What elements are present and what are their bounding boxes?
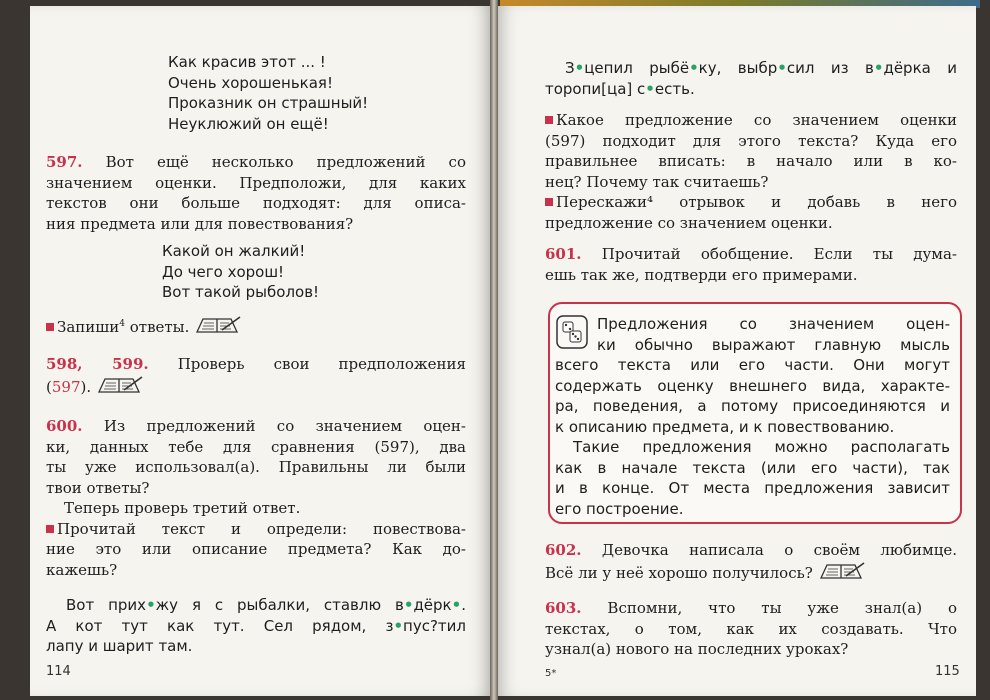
rule-line: к описанию предмета, и к повествованию. <box>555 417 895 436</box>
task-number: 598, 599. <box>46 355 149 373</box>
rule-line: как в начале текста (или его части), так <box>555 458 950 477</box>
task-text: Вспомни, что ты уже знал(а) о <box>607 599 957 617</box>
rule-line: ра, поведения, а потому присоединяются и <box>555 397 950 415</box>
page-number-right: 115 <box>935 664 960 679</box>
story-line: А кот тут как тут. Сел рядом, з•пус?тил <box>46 616 466 635</box>
instruction-text: ответы. <box>124 318 190 336</box>
task-597 <box>46 152 466 234</box>
task-text: ние это или описание предмета? Как до- <box>46 540 466 558</box>
task-598-599 <box>46 354 466 400</box>
task-text: ты уже использовал(а). Правильны ли были <box>46 458 466 476</box>
poem-line: Неуклюжий он ещё! <box>168 114 329 133</box>
task-text: значением оценки. Предположи, для каких <box>46 173 466 192</box>
task-text: нец? Почему так считаешь? <box>545 172 769 191</box>
check-third-answer: Теперь проверь третий ответ. <box>64 499 301 517</box>
task-601 <box>545 244 957 285</box>
task-text: кажешь? <box>46 560 118 579</box>
notebook-pencil-icon <box>194 315 242 341</box>
poem-line: Проказник он страшный! <box>168 94 369 112</box>
story-continuation <box>545 58 957 99</box>
story-excerpt <box>46 595 466 657</box>
notebook-pencil-icon <box>818 561 866 587</box>
task-text: твои ответы? <box>46 478 150 497</box>
rule-line: всего текста или его части. Они могут <box>555 356 950 374</box>
story-line: лапу и шарит там. <box>46 637 193 655</box>
task-number: 600. <box>46 417 83 435</box>
task-602 <box>545 540 957 586</box>
story-line: Вот прих•жу я с рыбалки, ставлю в•дёрк•. <box>66 596 466 614</box>
task-text: Из предложений со значением оцен- <box>103 417 466 435</box>
bullet-marker <box>545 116 553 124</box>
task-text: Прочитай текст и определи: повествова- <box>57 519 466 538</box>
task-text: ки, данных тебе для сравнения (597), два <box>46 437 466 456</box>
poem-line: Как красив этот ... ! <box>168 53 326 71</box>
task-text: Перескажи⁴ отрывок и добавь в него <box>556 193 957 211</box>
footnote-mark: 4 <box>119 319 125 329</box>
poem-line: Очень хорошенькая! <box>168 73 333 92</box>
task-text: предложение со значением оценки. <box>545 213 833 232</box>
page-number-left: 114 <box>46 664 71 679</box>
phrases <box>162 241 319 303</box>
phrase-line: Какой он жалкий! <box>162 242 306 260</box>
bullet-marker <box>46 323 54 331</box>
task-text: Вот ещё несколько предложений со <box>105 153 466 171</box>
poem <box>168 52 368 134</box>
task-number: 602. <box>545 541 582 559</box>
task-text: Всё ли у неё хорошо получилось? <box>545 563 813 582</box>
task-text: ешь так же, подтверди его примерами. <box>545 265 858 284</box>
task-603 <box>545 598 957 660</box>
rule-line: ки обычно выражают главную мысль <box>597 335 950 354</box>
rule-text <box>555 314 950 519</box>
exercise-reference: 597 <box>51 377 81 396</box>
task-text: правильнее вписать: в начало или в ко- <box>545 152 957 170</box>
task-text: Какое предложение со значением оценки <box>556 111 957 129</box>
write-answers-instruction <box>46 314 242 341</box>
task-number: 597. <box>46 153 83 171</box>
story-line: З•цепил рыбё•ку, выбр•сил из в•дёрка и <box>565 59 957 77</box>
instruction-text: Запиши <box>57 318 120 336</box>
rule-line: и в конце. От места предложения зависит <box>555 479 950 497</box>
rule-line: содержать оценку внешнего вида, характе- <box>555 376 950 395</box>
signature-mark: 5* <box>545 668 557 679</box>
task-number: 603. <box>545 599 582 617</box>
phrase-line: Вот такой рыболов! <box>162 283 320 301</box>
task-600 <box>46 416 466 580</box>
paren: ). <box>80 377 92 396</box>
task-text: (597) подходит для этого текста? Куда его <box>545 131 957 150</box>
task-text: Проверь свои предположения <box>177 355 466 373</box>
task-text: текстах, о том, как их создавать. Что <box>545 619 957 638</box>
task-number: 601. <box>545 245 582 263</box>
task-text: ния предмета или для повествования? <box>46 214 354 233</box>
rule-line: его построение. <box>555 499 684 518</box>
task-text: Прочитай обобщение. Если ты дума- <box>601 245 957 263</box>
rule-line: Такие предложения можно располагать <box>573 438 950 456</box>
bullet-marker <box>46 525 54 533</box>
task-text: Девочка написала о своём любимце. <box>601 541 957 559</box>
phrase-line: До чего хорош! <box>162 262 285 281</box>
question-which-sentence <box>545 110 957 233</box>
task-text: узнал(а) нового на последних уроках? <box>545 640 849 658</box>
task-text: текстов они больше подходят: для описа- <box>46 194 466 212</box>
story-line: торопи[ца] с•есть. <box>545 79 695 98</box>
notebook-pencil-icon <box>96 375 144 401</box>
rule-line: Предложения со значением оцен- <box>597 315 950 333</box>
book-gutter <box>490 0 498 700</box>
paren: ( <box>46 377 52 396</box>
bullet-marker <box>545 198 553 206</box>
